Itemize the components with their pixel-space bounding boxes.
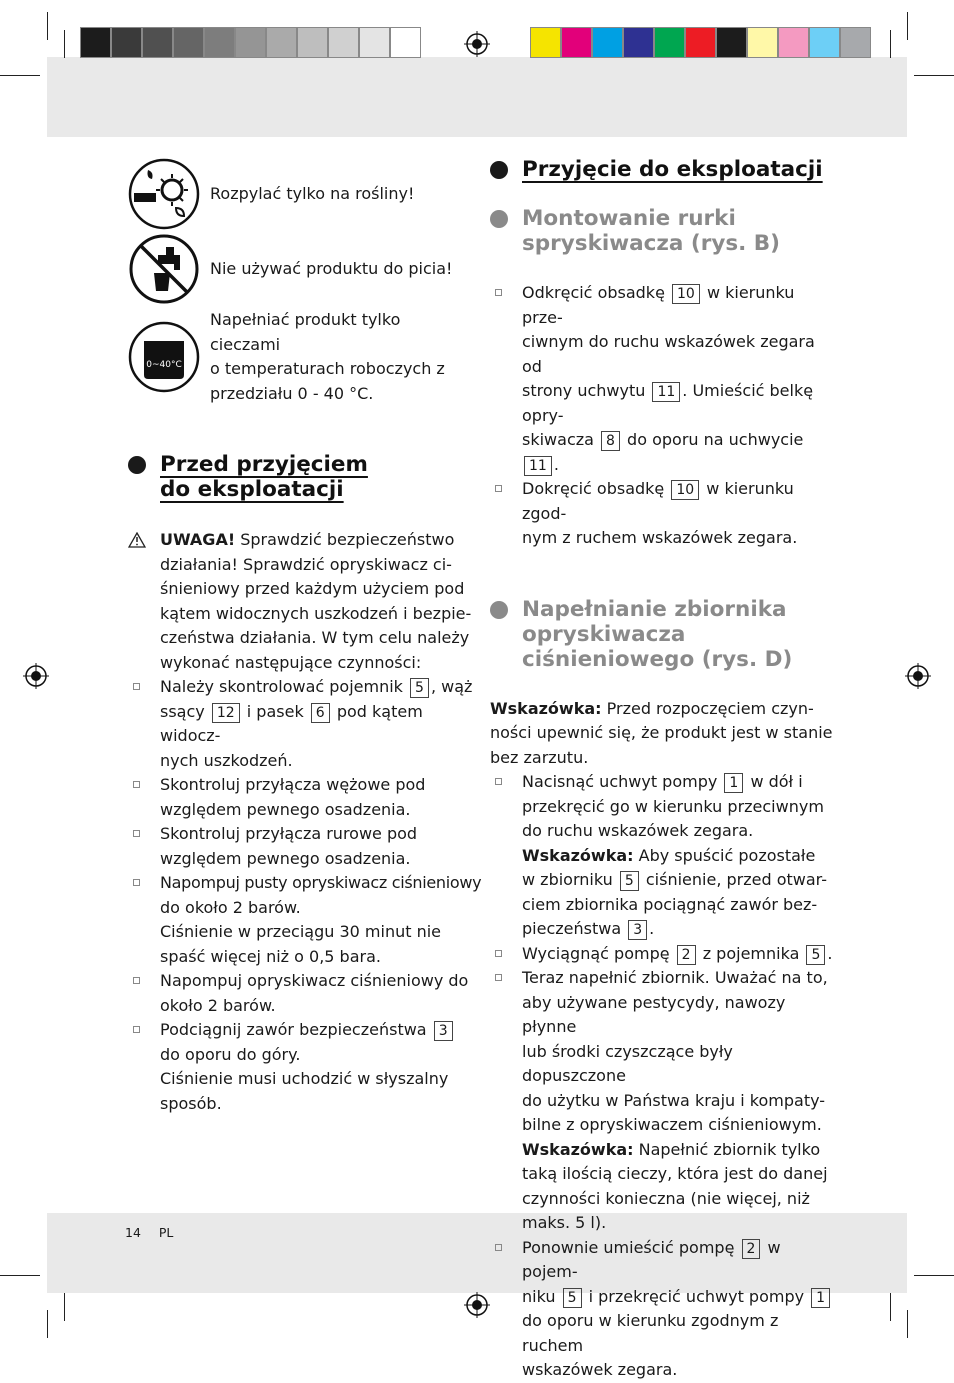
icon-text-temp (210, 308, 473, 406)
heading-filling: Napełnianie zbiornika opryskiwacza ciśnieniowego (rys. D) (490, 597, 835, 672)
color-swatch (561, 27, 592, 58)
list-item: Skontroluj przyłącza rurowe pod względem pewnego osadzenia. (128, 822, 473, 871)
color-swatch (592, 27, 623, 58)
registration-mark-icon (905, 663, 931, 689)
temp-line: o temperaturach roboczych z (210, 359, 445, 378)
color-swatch (80, 27, 111, 58)
color-swatch (235, 27, 266, 58)
temp-line: przedziału 0 - 40 °C. (210, 383, 374, 403)
bullet-box-icon (133, 879, 140, 886)
crop-mark (890, 30, 891, 58)
bullet-box-icon (133, 683, 140, 690)
temp-label: 0~40°C (146, 360, 182, 370)
color-swatch (778, 27, 809, 58)
language-code: PL (158, 1225, 174, 1240)
bullet-box-icon (133, 1026, 140, 1033)
crop-mark (47, 12, 48, 40)
list-item: Odkręcić obsadkę 10 w kierunku prze- ciwnym do ruchu wskazówek zegara od strony uchwytu 11 . Umieścić belkę opry- skiwacza 8 do oporu na uchwycie 11 . (490, 281, 835, 477)
color-swatch (654, 27, 685, 58)
icon-row-temp (128, 308, 473, 406)
no-drinking-icon (128, 233, 200, 305)
color-swatch (111, 27, 142, 58)
registration-mark-icon (464, 31, 490, 57)
crop-mark (907, 1310, 908, 1338)
bullet-box-icon (133, 977, 140, 984)
crop-mark (64, 1293, 65, 1321)
list-item: Dokręcić obsadkę 10 w kierunku zgod- nym z ruchem wskazówek zegara. (490, 477, 835, 551)
list-item: Teraz napełnić zbiornik. Uważać na to, aby używane pestycydy, nawozy płynne lub środki czyszczące były dopuszczone do użytku w Państwa kraju i kompaty- bilne z opryskiwaczem ciśnieniowym. Wskazówka: Napełnić zbiornik tylko taką ilością cieczy, która jest do danej czynności konieczna (nie więcej, niż maks. 5 l). (490, 966, 835, 1236)
icon-row-plants (128, 158, 473, 230)
crop-mark (47, 1310, 48, 1338)
bullet-box-icon (133, 830, 140, 837)
temperature-icon (128, 321, 200, 393)
temp-line: Napełniać produkt tylko cieczami (210, 310, 401, 354)
icon-text-plants: Rozpylać tylko na rośliny! (210, 183, 415, 203)
warning-label: UWAGA! (160, 530, 236, 549)
color-swatch (173, 27, 204, 58)
page-footer (125, 1225, 173, 1240)
bullet-box-icon (495, 289, 502, 296)
crop-mark (64, 30, 65, 58)
crop-mark (914, 75, 954, 76)
list-item: Należy skontrolować pojemnik 5 , wąż ssący 12 i pasek 6 pod kątem widocz- nych uszkodzeń. (128, 675, 473, 773)
crop-mark (914, 1275, 954, 1276)
color-swatch (359, 27, 390, 58)
crop-mark (0, 75, 40, 76)
list-item: Ponownie umieścić pompę 2 w pojem- niku 5 i przekręcić uchwyt pompy 1 do oporu w kierunku zgodnym z ruchem wskazówek zegara. (490, 1236, 835, 1383)
registration-mark-icon (464, 1292, 490, 1318)
page-number: 14 (125, 1225, 141, 1240)
list-item: Nacisnąć uchwyt pompy 1 w dół i przekręcić go w kierunku przeciwnym do ruchu wskazówek zegara. Wskazówka: Aby spuścić pozostałe w zbiorniku 5 ciśnienie, przed otwar- ciem zbiornika pociągnąć zawór bez- pieczeństwa 3 . (490, 770, 835, 942)
plants-only-icon (128, 158, 200, 230)
list-item: Skontroluj przyłącza wężowe pod względem pewnego osadzenia. (128, 773, 473, 822)
header-band (47, 57, 907, 137)
heading-commissioning: Przyjęcie do eksploatacji (490, 157, 835, 182)
list-item: Podciągnij zawór bezpieczeństwa 3 do oporu do góry. Ciśnienie musi uchodzić w słyszalny sposób. (128, 1018, 473, 1116)
color-swatch (530, 27, 561, 58)
color-swatch (623, 27, 654, 58)
warning-triangle-icon (128, 532, 146, 548)
color-swatch (204, 27, 235, 58)
color-swatch (328, 27, 359, 58)
note-block: Wskazówka: Przed rozpoczęciem czyn- ności upewnić się, że produkt jest w stanie bez zarzutu. (490, 698, 833, 767)
bullet-box-icon (133, 781, 140, 788)
bullet-box-icon (495, 974, 502, 981)
list-item: Wyciągnąć pompę 2 z pojemnika 5 . (490, 942, 835, 967)
color-swatch (840, 27, 871, 58)
registration-mark-icon (23, 663, 49, 689)
list-item: Napompuj opryskiwacz ciśnieniowy do około 2 barów. (128, 969, 473, 1018)
crop-mark (907, 12, 908, 40)
left-column (128, 158, 482, 1116)
color-swatch (390, 27, 421, 58)
heading-before-use: Przed przyjęciem do eksploatacji (128, 452, 473, 502)
list-item: Napompuj pusty opryskiwacz ciśnieniowy do około 2 barów. Ciśnienie w przeciągu 30 minut nie spaść więcej niż o 0,5 bara. (128, 871, 473, 969)
icon-row-nodrink (128, 233, 473, 305)
color-swatch (809, 27, 840, 58)
crop-mark (890, 1293, 891, 1321)
color-swatch (297, 27, 328, 58)
bullet-box-icon (495, 778, 502, 785)
bullet-box-icon (495, 485, 502, 492)
right-column (490, 157, 835, 1383)
color-swatch (716, 27, 747, 58)
color-swatch (747, 27, 778, 58)
color-swatch (266, 27, 297, 58)
warning-block: UWAGA! Sprawdzić bezpieczeństwo działania! Sprawdzić opryskiwacz ci- śnieniowy przed każdym użyciem pod kątem widocznych uszkodzeń i bezpie- czeństwa działania. W tym celu należy wykonać następujące czynności: (128, 528, 473, 675)
heading-mounting: Montowanie rurki spryskiwacza (rys. B) (490, 206, 835, 256)
icon-text-nodrink: Nie używać produktu do picia! (210, 258, 453, 278)
bullet-box-icon (495, 1244, 502, 1251)
color-swatch (685, 27, 716, 58)
color-swatch (142, 27, 173, 58)
crop-mark (0, 1275, 40, 1276)
bullet-box-icon (495, 950, 502, 957)
